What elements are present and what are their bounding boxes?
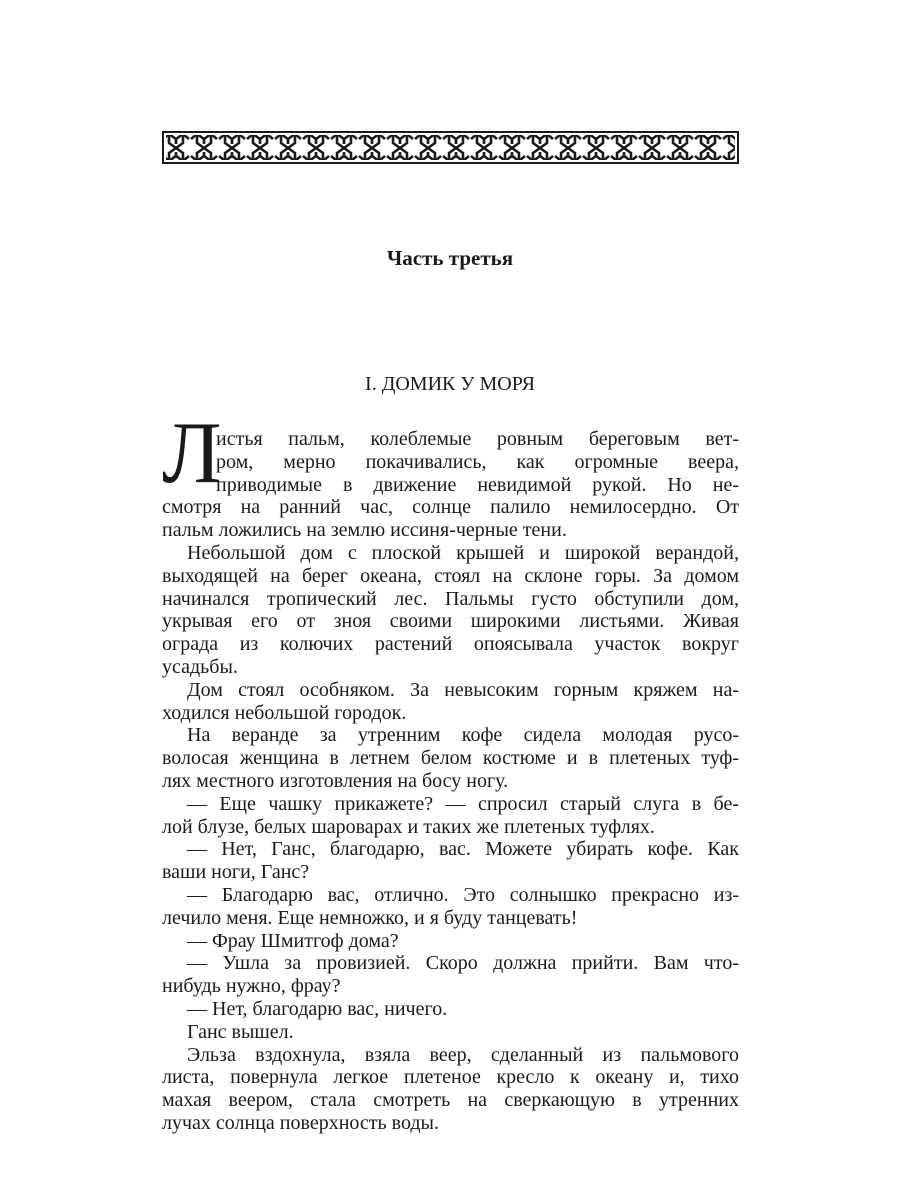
text-line: — Фрау Шмитгоф дома?	[187, 929, 399, 952]
text-line: приводимые в движение невидимой рукой. Но не-	[216, 473, 739, 496]
chapter-title: I. ДОМИК У МОРЯ	[365, 373, 535, 395]
text-line: ходился небольшой городок.	[162, 701, 407, 724]
text-line: лучах солнца поверхность воды.	[162, 1111, 439, 1134]
text-line: истья пальм, колеблемые ровным береговым вет-	[216, 428, 739, 450]
text-line: — Ушла за провизией. Скоро должна прийти. Вам что-	[187, 952, 739, 975]
text-line: ром, мерно покачивались, как огромные веера,	[216, 450, 739, 473]
text-line: — Нет, Ганс, благодарю, вас. Можете убирать кофе. Как	[187, 838, 739, 861]
text-line: ваши ноги, Ганс?	[162, 861, 310, 884]
text-line: лой блузе, белых шароварах и таких же плетеных туфлях.	[162, 815, 655, 838]
text-line: усадьбы.	[162, 655, 238, 678]
text-line: листа, повернула легкое плетеное кресло к океану и, тихо	[162, 1066, 739, 1089]
part-title: Часть третья	[386, 246, 514, 270]
text-line: смотря на ранний час, солнце палило немилосердно. От	[162, 496, 739, 519]
text-line: ограда из колючих растений опоясывала участок вокруг	[162, 633, 739, 656]
text-line: пальм ложились на землю иссиня-черные тени.	[162, 519, 567, 542]
celtic-knot-border	[162, 131, 739, 164]
text-line: — Нет, благодарю вас, ничего.	[187, 997, 448, 1020]
text-line: нибудь нужно, фрау?	[162, 975, 341, 998]
text-line: лях местного изготовления на босу ногу.	[162, 769, 509, 792]
drop-cap: Л	[162, 405, 222, 502]
text-line: махая веером, стала смотреть на сверкающую в утренних	[162, 1089, 739, 1112]
text-line: Дом стоял особняком. За невысоким горным кряжем на-	[187, 678, 739, 701]
text-line: волосая женщина в летнем белом костюме и в плетеных туф-	[162, 747, 739, 770]
text-line: Небольшой дом с плоской крышей и широкой верандой,	[187, 541, 739, 564]
text-line: Ганс вышел.	[187, 1020, 294, 1043]
text-line: выходящей на берег океана, стоял на склоне горы. За домом	[162, 564, 739, 587]
body-text	[162, 428, 739, 1135]
text-line: Эльза вздохнула, взяла веер, сделанный из пальмового	[187, 1043, 739, 1066]
text-line: — Благодарю вас, отлично. Это солнышко прекрасно из-	[187, 883, 739, 906]
text-line: лечило меня. Еще немножко, и я буду танцевать!	[162, 906, 578, 929]
text-line: начинался тропический лес. Пальмы густо обступили дом,	[162, 587, 739, 610]
text-line: укрывая его от зноя своими широкими листьями. Живая	[162, 610, 739, 633]
text-line: — Еще чашку прикажете? — спросил старый слуга в бе-	[187, 792, 739, 815]
text-line: На веранде за утренним кофе сидела молодая русо-	[187, 724, 739, 747]
